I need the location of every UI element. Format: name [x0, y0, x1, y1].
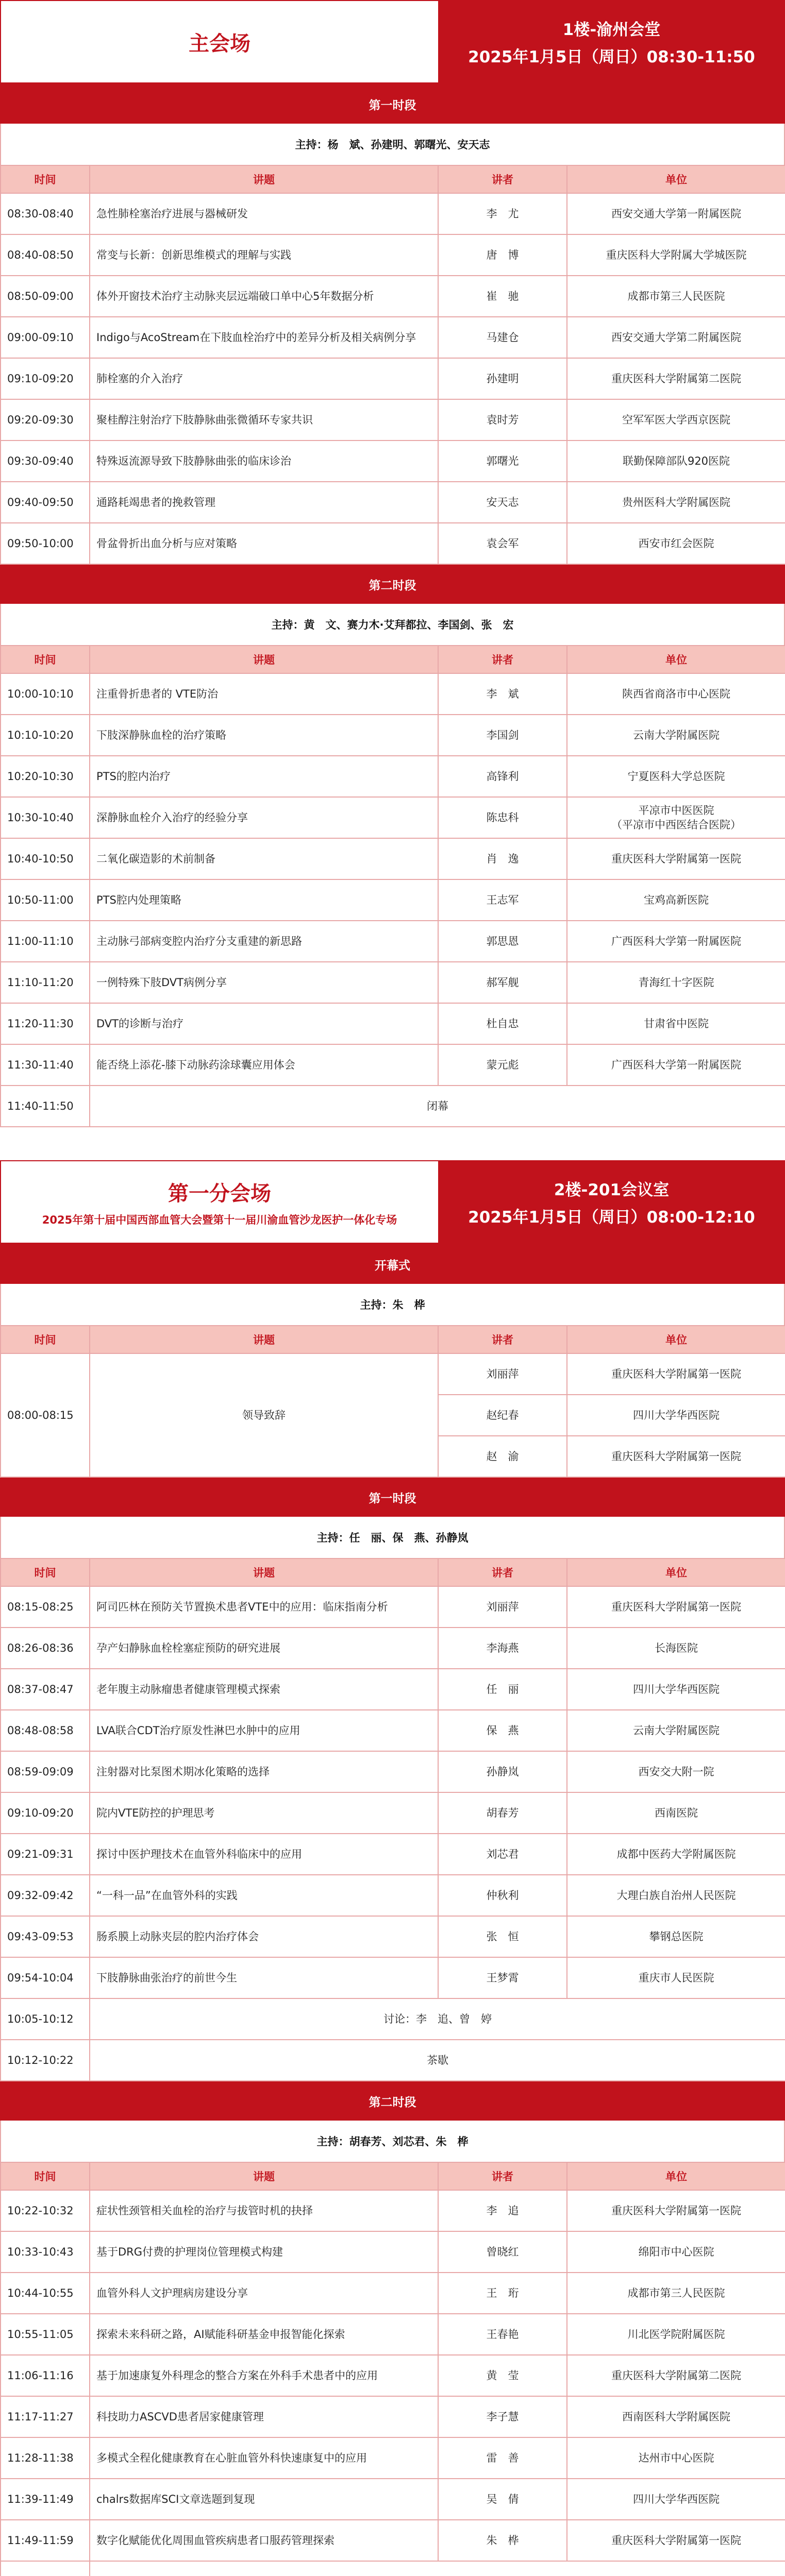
venue-header	[0, 0, 785, 84]
row-unit: 云南大学附属医院	[567, 715, 785, 756]
row-time: 08:48-08:58	[1, 1710, 90, 1751]
row-unit: 重庆医科大学附属第二医院	[567, 2355, 785, 2396]
row-unit: 大理白族自治州人民医院	[567, 1875, 785, 1916]
venue-date: 2025年1月5日（周日）08:30-11:50	[468, 48, 755, 66]
row-topic: 下肢静脉曲张治疗的前世今生	[90, 1957, 438, 1998]
row-unit: 重庆医科大学附属第一医院	[567, 1353, 785, 1395]
row-unit: 重庆医科大学附属第二医院	[567, 358, 785, 399]
schedule-table	[0, 1558, 785, 2081]
row-time: 09:20-09:30	[1, 399, 90, 440]
row-topic: PTS的腔内治疗	[90, 756, 438, 797]
table-row	[1, 2520, 785, 2561]
row-topic: chalrs数据库SCI文章选题到复现	[90, 2479, 438, 2520]
row-time: 09:54-10:04	[1, 1957, 90, 1998]
row-time: 10:40-10:50	[1, 838, 90, 879]
schedule-table	[0, 645, 785, 1127]
row-speaker: 刘丽萍	[438, 1586, 567, 1628]
header-speaker: 讲者	[438, 1558, 567, 1586]
row-unit: 重庆医科大学附属第一医院	[567, 838, 785, 879]
row-speaker: 陈忠科	[438, 797, 567, 838]
row-topic: 通路耗竭患者的挽救管理	[90, 482, 438, 523]
row-time: 11:30-11:40	[1, 1044, 90, 1086]
row-time: 11:39-11:49	[1, 2479, 90, 2520]
venue-title-box	[0, 1160, 438, 1244]
table-row	[1, 715, 785, 756]
row-unit: 联勤保障部队920医院	[567, 440, 785, 482]
row-unit: 平凉市中医医院 （平凉市中西医结合医院）	[567, 797, 785, 838]
row-time: 08:40-08:50	[1, 234, 90, 276]
table-row	[1, 317, 785, 358]
header-speaker: 讲者	[438, 646, 567, 673]
row-time: 09:21-09:31	[1, 1834, 90, 1875]
row-time: 09:00-09:10	[1, 317, 90, 358]
venue-gap	[0, 1127, 785, 1160]
table-row	[1, 2437, 785, 2479]
row-topic: Indigo与AcoStream在下肢血栓治疗中的差异分析及相关病例分享	[90, 317, 438, 358]
row-unit: 陕西省商洛市中心医院	[567, 673, 785, 715]
row-unit: 绵阳市中心医院	[567, 2231, 785, 2273]
row-speaker: 袁时芳	[438, 399, 567, 440]
row-topic: DVT的诊断与治疗	[90, 1003, 438, 1044]
row-speaker: 仲秋利	[438, 1875, 567, 1916]
row-unit: 四川大学华西医院	[567, 2479, 785, 2520]
venue-subtitle: 2025年第十届中国西部血管大会暨第十一届川渝血管沙龙医护一体化专场	[42, 1213, 397, 1226]
session-title: 第二时段	[0, 2081, 785, 2121]
header-unit: 单位	[567, 646, 785, 673]
header-time: 时间	[1, 646, 90, 673]
row-topic: 基于加速康复外科理念的整合方案在外科手术患者中的应用	[90, 2355, 438, 2396]
session-title: 第一时段	[0, 84, 785, 124]
row-topic: 院内VTE防控的护理思考	[90, 1792, 438, 1834]
table-row	[1, 358, 785, 399]
row-speaker: 郭思恩	[438, 921, 567, 962]
row-time: 09:10-09:20	[1, 358, 90, 399]
table-row	[1, 1916, 785, 1957]
row-unit: 西安市红会医院	[567, 523, 785, 564]
table-row	[1, 1586, 785, 1628]
row-time: 09:32-09:42	[1, 1875, 90, 1916]
row-unit: 西安交通大学第一附属医院	[567, 193, 785, 234]
table-header-row	[1, 1558, 785, 1586]
row-unit: 重庆医科大学附属第一医院	[567, 2520, 785, 2561]
row-time: 08:37-08:47	[1, 1669, 90, 1710]
row-topic: 特殊返流源导致下肢静脉曲张的临床诊治	[90, 440, 438, 482]
row-time: 11:17-11:27	[1, 2396, 90, 2437]
row-unit: 宝鸡高新医院	[567, 879, 785, 921]
table-row	[1, 1353, 785, 1395]
session-hosts: 主持：朱 桦	[0, 1284, 785, 1325]
row-speaker: 刘丽萍	[438, 1353, 567, 1395]
row-time: 10:20-10:30	[1, 756, 90, 797]
row-speaker: 朱 桦	[438, 2520, 567, 2561]
row-speaker: 崔 驰	[438, 276, 567, 317]
row-speaker: 刘芯君	[438, 1834, 567, 1875]
row-topic: 科技助力ASCVD患者居家健康管理	[90, 2396, 438, 2437]
row-speaker: 袁会军	[438, 523, 567, 564]
header-speaker: 讲者	[438, 165, 567, 193]
row-time: 10:33-10:43	[1, 2231, 90, 2273]
row-speaker: 孙建明	[438, 358, 567, 399]
row-unit: 重庆医科大学附属第一医院	[567, 1586, 785, 1628]
row-topic: 下肢深静脉血栓的治疗策略	[90, 715, 438, 756]
table-row	[1, 2190, 785, 2231]
table-header-row	[1, 1326, 785, 1353]
row-unit: 广西医科大学第一附属医院	[567, 1044, 785, 1086]
row-unit: 成都中医药大学附属医院	[567, 1834, 785, 1875]
row-topic: 基于DRG付费的护理岗位管理模式构建	[90, 2231, 438, 2273]
row-merged-text: 闭幕	[90, 1086, 785, 1127]
row-topic: 主动脉弓部病变腔内治疗分支重建的新思路	[90, 921, 438, 962]
row-unit: 贵州医科大学附属医院	[567, 482, 785, 523]
table-row	[1, 2273, 785, 2314]
row-unit: 宁夏医科大学总医院	[567, 756, 785, 797]
row-topic: 肠系膜上动脉夹层的腔内治疗体会	[90, 1916, 438, 1957]
row-speaker: 高锋利	[438, 756, 567, 797]
session-title: 开幕式	[0, 1245, 785, 1284]
row-speaker: 曾晓红	[438, 2231, 567, 2273]
row-speaker: 蒙元彪	[438, 1044, 567, 1086]
row-speaker: 李子慧	[438, 2396, 567, 2437]
row-unit: 川北医学院附属医院	[567, 2314, 785, 2355]
row-topic: 急性肺栓塞治疗进展与器械研发	[90, 193, 438, 234]
table-row	[1, 1086, 785, 1127]
table-row	[1, 1044, 785, 1086]
row-time: 11:40-11:50	[1, 1086, 90, 1127]
row-speaker: 胡春芳	[438, 1792, 567, 1834]
row-speaker: 王梦霄	[438, 1957, 567, 1998]
table-row	[1, 921, 785, 962]
row-topic: 常变与长新：创新思维模式的理解与实践	[90, 234, 438, 276]
row-topic: 血管外科人文护理病房建设分享	[90, 2273, 438, 2314]
row-time: 11:20-11:30	[1, 1003, 90, 1044]
table-row	[1, 1669, 785, 1710]
session-hosts: 主持：任 丽、保 燕、孙静岚	[0, 1517, 785, 1558]
row-speaker: 李 斌	[438, 673, 567, 715]
table-row	[1, 1792, 785, 1834]
table-row	[1, 1998, 785, 2040]
row-speaker: 吴 倩	[438, 2479, 567, 2520]
row-speaker: 黄 莹	[438, 2355, 567, 2396]
row-topic: 聚桂醇注射治疗下肢静脉曲张微循环专家共识	[90, 399, 438, 440]
row-speaker: 保 燕	[438, 1710, 567, 1751]
row-unit: 四川大学华西医院	[567, 1395, 785, 1436]
row-time: 10:55-11:05	[1, 2314, 90, 2355]
header-topic: 讲题	[90, 165, 438, 193]
row-topic: 体外开窗技术治疗主动脉夹层远端破口单中心5年数据分析	[90, 276, 438, 317]
schedule-table	[0, 165, 785, 565]
header-time: 时间	[1, 1326, 90, 1353]
venue-room: 1楼-渝州会堂	[562, 21, 661, 39]
row-unit: 重庆医科大学附属第一医院	[567, 1436, 785, 1477]
row-speaker: 赵纪春	[438, 1395, 567, 1436]
row-time: 08:50-09:00	[1, 276, 90, 317]
row-topic: 一例特殊下肢DVT病例分享	[90, 962, 438, 1003]
row-time: 08:30-08:40	[1, 193, 90, 234]
venue-header	[0, 1160, 785, 1245]
table-row	[1, 1710, 785, 1751]
table-row	[1, 193, 785, 234]
table-row	[1, 1003, 785, 1044]
table-row	[1, 1751, 785, 1792]
table-row	[1, 2231, 785, 2273]
venue-title-box	[0, 0, 438, 83]
row-time: 09:43-09:53	[1, 1916, 90, 1957]
row-time: 10:05-10:12	[1, 1998, 90, 2040]
row-unit: 四川大学华西医院	[567, 1669, 785, 1710]
row-speaker: 李 追	[438, 2190, 567, 2231]
row-time	[1, 2561, 90, 2576]
row-topic: 症状性颈管相关血栓的治疗与拔管时机的抉择	[90, 2190, 438, 2231]
header-unit: 单位	[567, 1326, 785, 1353]
header-speaker: 讲者	[438, 2162, 567, 2190]
row-topic: 探索未来科研之路，AI赋能科研基金申报智能化探索	[90, 2314, 438, 2355]
row-topic: 能否绕上添花-膝下动脉药涂球囊应用体会	[90, 1044, 438, 1086]
row-time: 11:49-11:59	[1, 2520, 90, 2561]
table-row	[1, 2479, 785, 2520]
row-time: 10:50-11:00	[1, 879, 90, 921]
table-row	[1, 2396, 785, 2437]
row-unit: 青海红十字医院	[567, 962, 785, 1003]
row-speaker: 李海燕	[438, 1628, 567, 1669]
row-speaker: 唐 博	[438, 234, 567, 276]
row-unit: 成都市第三人民医院	[567, 276, 785, 317]
row-time: 11:28-11:38	[1, 2437, 90, 2479]
table-row	[1, 673, 785, 715]
row-time: 10:22-10:32	[1, 2190, 90, 2231]
row-unit: 重庆医科大学附属大学城医院	[567, 234, 785, 276]
row-time: 10:44-10:55	[1, 2273, 90, 2314]
row-topic: 探讨中医护理技术在血管外科临床中的应用	[90, 1834, 438, 1875]
row-topic: 多模式全程化健康教育在心脏血管外科快速康复中的应用	[90, 2437, 438, 2479]
table-header-row	[1, 165, 785, 193]
header-topic: 讲题	[90, 1558, 438, 1586]
row-speaker: 安天志	[438, 482, 567, 523]
session-title: 第二时段	[0, 565, 785, 604]
table-row	[1, 1875, 785, 1916]
row-speaker: 赵 渝	[438, 1436, 567, 1477]
venue-info-box	[438, 0, 785, 83]
row-time: 11:06-11:16	[1, 2355, 90, 2396]
row-topic: 领导致辞	[90, 1353, 438, 1477]
row-speaker: 李 尤	[438, 193, 567, 234]
row-time: 09:40-09:50	[1, 482, 90, 523]
row-time: 09:10-09:20	[1, 1792, 90, 1834]
venue-title: 主会场	[189, 31, 250, 56]
table-row	[1, 2561, 785, 2576]
table-row	[1, 1628, 785, 1669]
row-unit: 攀钢总医院	[567, 1916, 785, 1957]
row-unit: 甘肃省中医院	[567, 1003, 785, 1044]
row-time: 08:00-08:15	[1, 1353, 90, 1477]
row-unit: 广西医科大学第一附属医院	[567, 921, 785, 962]
row-speaker: 肖 逸	[438, 838, 567, 879]
row-time: 11:00-11:10	[1, 921, 90, 962]
header-topic: 讲题	[90, 646, 438, 673]
row-speaker: 雷 善	[438, 2437, 567, 2479]
row-speaker: 杜自忠	[438, 1003, 567, 1044]
row-speaker: 李国剑	[438, 715, 567, 756]
table-header-row	[1, 2162, 785, 2190]
row-topic: “一科一品”在血管外科的实践	[90, 1875, 438, 1916]
row-time: 08:26-08:36	[1, 1628, 90, 1669]
row-speaker: 马建仓	[438, 317, 567, 358]
row-speaker: 任 丽	[438, 1669, 567, 1710]
table-row	[1, 1834, 785, 1875]
table-row	[1, 797, 785, 838]
header-unit: 单位	[567, 165, 785, 193]
header-unit: 单位	[567, 1558, 785, 1586]
venue-info-box	[438, 1160, 785, 1244]
schedule-table	[0, 1325, 785, 1478]
venue-title: 第一分会场	[168, 1181, 271, 1206]
row-speaker: 王志军	[438, 879, 567, 921]
row-time: 10:00-10:10	[1, 673, 90, 715]
row-unit: 西南医科大学附属医院	[567, 2396, 785, 2437]
row-unit: 重庆医科大学附属第一医院	[567, 2190, 785, 2231]
row-unit: 空军军医大学西京医院	[567, 399, 785, 440]
row-topic: PTS腔内处理策略	[90, 879, 438, 921]
header-topic: 讲题	[90, 1326, 438, 1353]
header-time: 时间	[1, 165, 90, 193]
row-topic: LVA联合CDT治疗原发性淋巴水肿中的应用	[90, 1710, 438, 1751]
row-time: 09:50-10:00	[1, 523, 90, 564]
row-time: 10:30-10:40	[1, 797, 90, 838]
row-speaker: 王 珩	[438, 2273, 567, 2314]
table-row	[1, 482, 785, 523]
venue-room: 2楼-201会议室	[554, 1181, 670, 1199]
row-merged-text: 茶歇	[90, 2040, 785, 2081]
table-header-row	[1, 646, 785, 673]
header-speaker: 讲者	[438, 1326, 567, 1353]
table-row	[1, 962, 785, 1003]
row-topic: 深静脉血栓介入治疗的经验分享	[90, 797, 438, 838]
row-merged-text	[90, 2561, 785, 2576]
row-unit: 成都市第三人民医院	[567, 2273, 785, 2314]
session-hosts: 主持：胡春芳、刘芯君、朱 桦	[0, 2121, 785, 2162]
row-topic: 注重骨折患者的 VTE防治	[90, 673, 438, 715]
table-row	[1, 523, 785, 564]
session-title: 第一时段	[0, 1478, 785, 1517]
row-unit: 西南医院	[567, 1792, 785, 1834]
row-unit: 云南大学附属医院	[567, 1710, 785, 1751]
table-row	[1, 838, 785, 879]
row-topic: 二氧化碳造影的术前制备	[90, 838, 438, 879]
session-hosts: 主持：黄 文、赛力木·艾拜都拉、李国剑、张 宏	[0, 604, 785, 645]
table-row	[1, 879, 785, 921]
row-topic: 阿司匹林在预防关节置换术患者VTE中的应用：临床指南分析	[90, 1586, 438, 1628]
row-topic: 注射器对比泵图术期冰化策略的选择	[90, 1751, 438, 1792]
table-row	[1, 1957, 785, 1998]
venue-date: 2025年1月5日（周日）08:00-12:10	[468, 1208, 755, 1227]
row-unit: 重庆市人民医院	[567, 1957, 785, 1998]
row-speaker: 张 恒	[438, 1916, 567, 1957]
header-time: 时间	[1, 2162, 90, 2190]
schedule-table	[0, 2162, 785, 2576]
row-speaker: 郭曙光	[438, 440, 567, 482]
row-speaker: 王春艳	[438, 2314, 567, 2355]
table-row	[1, 399, 785, 440]
row-time: 10:12-10:22	[1, 2040, 90, 2081]
table-row	[1, 756, 785, 797]
row-time: 09:30-09:40	[1, 440, 90, 482]
row-time: 08:15-08:25	[1, 1586, 90, 1628]
header-unit: 单位	[567, 2162, 785, 2190]
row-time: 08:59-09:09	[1, 1751, 90, 1792]
row-unit: 西安交通大学第二附属医院	[567, 317, 785, 358]
row-unit: 长海医院	[567, 1628, 785, 1669]
header-topic: 讲题	[90, 2162, 438, 2190]
table-row	[1, 2355, 785, 2396]
row-time: 10:10-10:20	[1, 715, 90, 756]
row-topic: 肺栓塞的介入治疗	[90, 358, 438, 399]
table-row	[1, 234, 785, 276]
row-topic: 孕产妇静脉血栓栓塞症预防的研究进展	[90, 1628, 438, 1669]
row-topic: 数字化赋能优化周围血管疾病患者口服药管理探索	[90, 2520, 438, 2561]
row-topic: 骨盆骨折出血分析与应对策略	[90, 523, 438, 564]
session-hosts: 主持：杨 斌、孙建明、郭曙光、安天志	[0, 124, 785, 165]
header-time: 时间	[1, 1558, 90, 1586]
row-topic: 老年腹主动脉瘤患者健康管理模式探索	[90, 1669, 438, 1710]
row-merged-text: 讨论：李 追、曾 婷	[90, 1998, 785, 2040]
row-unit: 西安交大附一院	[567, 1751, 785, 1792]
table-row	[1, 2314, 785, 2355]
table-row	[1, 440, 785, 482]
row-unit: 达州市中心医院	[567, 2437, 785, 2479]
table-row	[1, 276, 785, 317]
row-speaker: 孙静岚	[438, 1751, 567, 1792]
row-time: 11:10-11:20	[1, 962, 90, 1003]
table-row	[1, 2040, 785, 2081]
row-speaker: 郝军舰	[438, 962, 567, 1003]
